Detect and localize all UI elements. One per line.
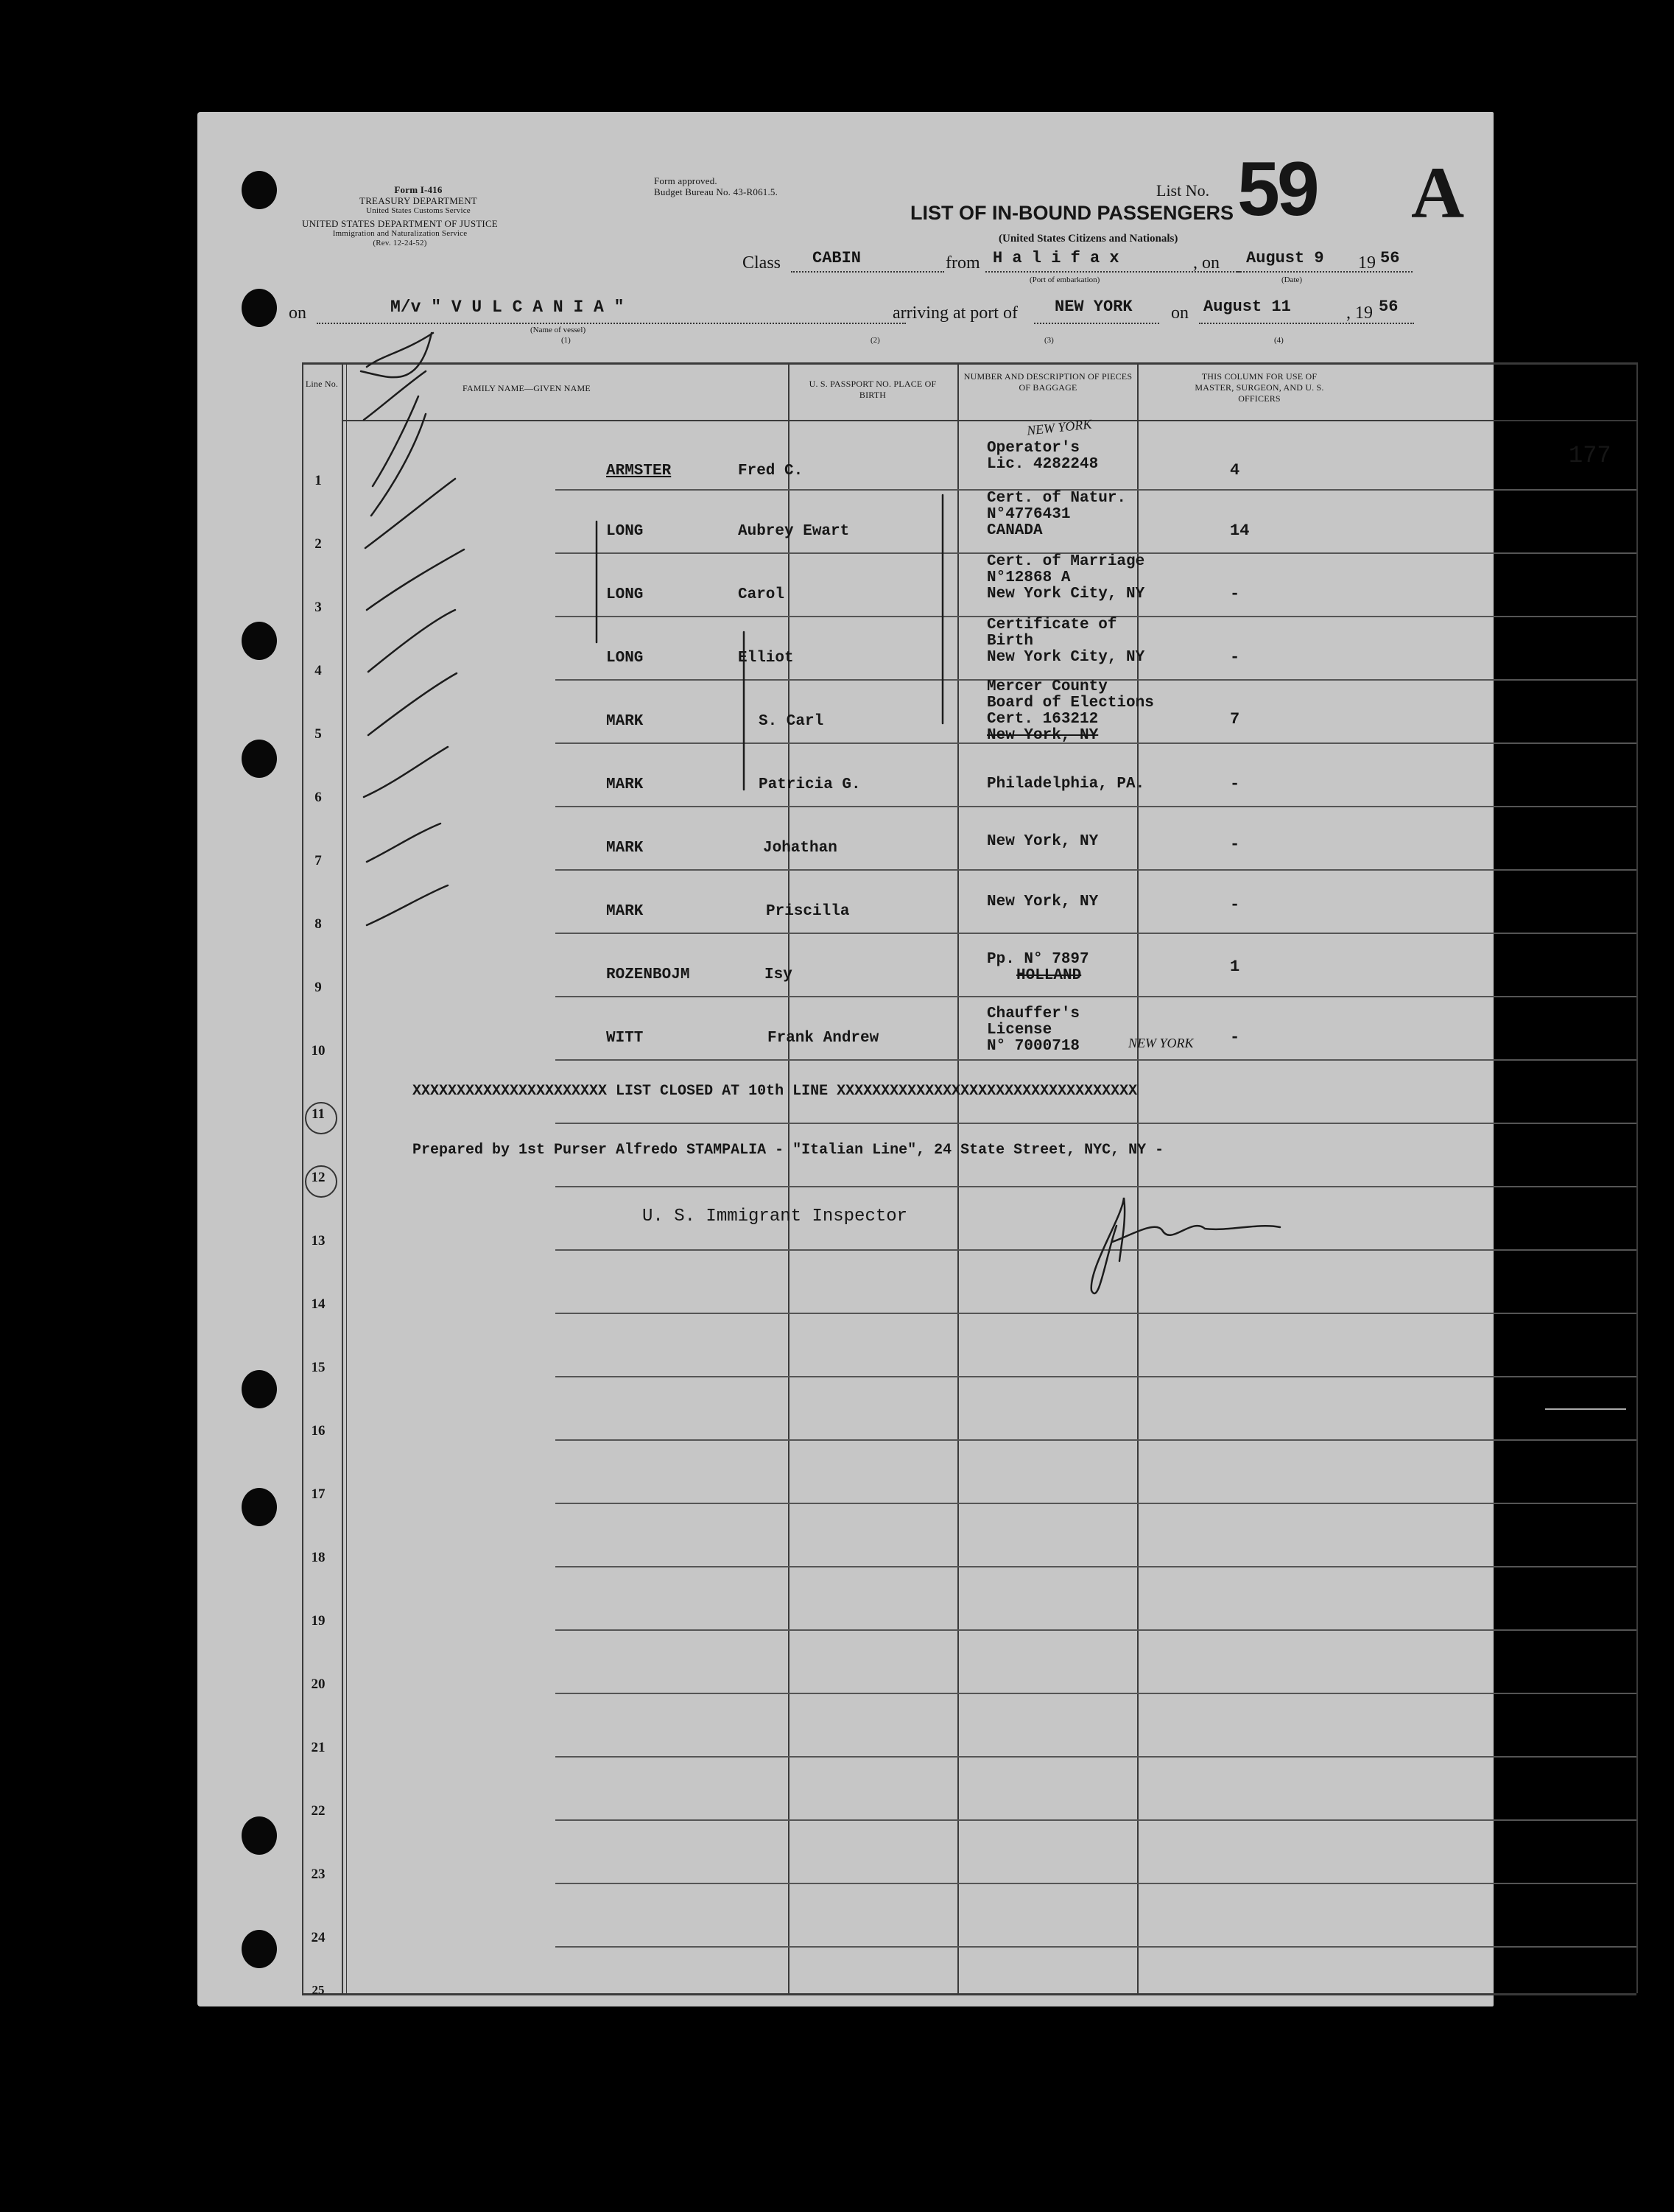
row-rule <box>555 1693 1636 1694</box>
line-number: 17 <box>311 1486 326 1502</box>
baggage-count: 4 <box>1230 461 1240 480</box>
signature <box>1091 1198 1280 1293</box>
family-name: MARK <box>606 776 644 793</box>
binder-hole <box>242 1930 277 1968</box>
baggage-count: 1 <box>1230 958 1240 976</box>
line-number: 18 <box>311 1550 326 1565</box>
prepared-by-line: Prepared by 1st Purser Alfredo STAMPALIA - "Italian Line", 24 State Street, NYC, NY - <box>412 1142 1164 1159</box>
baggage-count: - <box>1230 648 1240 667</box>
line-number: 25 <box>312 1983 325 1997</box>
check-mark <box>367 824 440 862</box>
table-bottom-border <box>302 1993 1636 1995</box>
col-caption-4: (4) <box>1274 336 1284 345</box>
header-name: FAMILY NAME—GIVEN NAME <box>463 383 591 393</box>
list-suffix: A <box>1411 152 1465 234</box>
customs-service: United States Customs Service <box>366 206 471 215</box>
vessel-name: M/v " V U L C A N I A " <box>390 298 625 317</box>
binder-hole <box>242 1816 277 1855</box>
col-caption-1: (1) <box>561 336 571 345</box>
handwriting-overlay <box>197 112 1494 1438</box>
given-name: Isy <box>764 966 792 983</box>
passport-info: New York, NY <box>987 893 1099 910</box>
check-mark <box>368 673 457 735</box>
arrival-year-prefix: , 19 <box>1346 303 1373 323</box>
col-caption-2: (2) <box>871 336 880 345</box>
given-name: Priscilla <box>766 903 850 920</box>
depart-year-prefix: 19 <box>1358 253 1376 273</box>
row-rule <box>555 1503 1636 1504</box>
baggage-count: - <box>1230 896 1240 914</box>
passport-info: Operator's Lic. 4282248 <box>987 440 1099 473</box>
line-number: 20 <box>311 1676 326 1692</box>
on-label: , on <box>1193 253 1220 273</box>
binder-hole <box>242 1488 277 1526</box>
line-number: 22 <box>311 1803 326 1819</box>
arriving-label: arriving at port of <box>893 303 1018 323</box>
family-name: WITT <box>606 1030 644 1047</box>
line-number: 10 <box>311 1043 326 1058</box>
page-title: LIST OF IN-BOUND PASSENGERS <box>910 202 1234 224</box>
line-number: 5 <box>314 726 322 742</box>
binder-hole <box>242 622 277 660</box>
passport-info: Cert. of Natur. N°4776431 CANADA <box>987 490 1127 539</box>
family-name: ARMSTER <box>606 463 672 480</box>
check-mark <box>367 333 433 367</box>
line-number: 6 <box>314 790 322 805</box>
family-name: LONG <box>606 650 644 667</box>
table-right-border <box>1636 362 1638 1993</box>
header-passport: U. S. PASSPORT NO. PLACE OF BIRTH <box>809 379 937 400</box>
vessel-caption: (Name of vessel) <box>530 326 586 334</box>
check-mark <box>364 371 426 420</box>
budget-bureau: Budget Bureau No. 43-R061.5. <box>654 186 778 197</box>
family-name: MARK <box>606 903 644 920</box>
handwritten-note: NEW YORK <box>1128 1036 1194 1050</box>
depart-date: August 9 <box>1246 249 1324 267</box>
line-number: 2 <box>314 536 322 552</box>
line-number: 3 <box>314 600 322 615</box>
class-label: Class <box>742 253 781 273</box>
arrival-year: 56 <box>1379 298 1399 316</box>
baggage-count: - <box>1230 585 1240 603</box>
baggage-count: 7 <box>1230 710 1240 728</box>
check-mark <box>371 414 426 516</box>
given-name: Elliot <box>738 650 794 667</box>
given-name: Patricia G. <box>759 776 861 793</box>
col-caption-3: (3) <box>1044 336 1054 345</box>
baggage-count: - <box>1230 775 1240 793</box>
page-subtitle: (United States Citizens and Nationals) <box>999 233 1178 245</box>
line-number: 8 <box>314 916 322 932</box>
arrival-date: August 11 <box>1203 298 1291 316</box>
binder-hole <box>242 1370 277 1408</box>
class-value: CABIN <box>812 249 862 267</box>
line-number: 23 <box>311 1867 326 1882</box>
passport-info: New York, NY <box>987 833 1099 850</box>
justice-dept: UNITED STATES DEPARTMENT OF JUSTICE <box>302 218 498 229</box>
passport-info: Chauffer's License N° 7000718 <box>987 1005 1080 1055</box>
binder-hole <box>242 740 277 778</box>
treasury-dept: TREASURY DEPARTMENT <box>359 195 477 206</box>
line-number: 9 <box>314 980 322 995</box>
family-name: LONG <box>606 523 644 540</box>
handwritten-note: NEW YORK <box>1026 416 1093 438</box>
check-mark <box>373 396 418 486</box>
row-rule <box>555 1946 1636 1948</box>
line-number: 13 <box>311 1233 326 1249</box>
from-label: from <box>946 253 980 273</box>
form-approved: Form approved. <box>654 175 717 186</box>
form-number: Form I-416 <box>394 184 443 195</box>
binder-hole <box>242 289 277 327</box>
port-embark-caption: (Port of embarkation) <box>1030 275 1100 284</box>
given-name: Aubrey Ewart <box>738 523 850 540</box>
check-mark <box>367 885 448 925</box>
check-mark <box>367 550 464 610</box>
family-name: MARK <box>606 713 644 730</box>
passport-info: Certificate of Birth New York City, NY <box>987 617 1145 666</box>
line-number: 16 <box>311 1423 326 1439</box>
line-number: 14 <box>311 1296 326 1312</box>
line-number: 15 <box>311 1360 326 1375</box>
inspector-caption: U. S. Immigrant Inspector <box>642 1207 908 1226</box>
check-mark <box>365 479 455 548</box>
given-name: Carol <box>738 586 785 603</box>
passport-info: Pp. N° 7897 HOLLAND <box>987 951 1089 984</box>
manifest-sheet <box>197 112 1611 2006</box>
family-name: LONG <box>606 586 644 603</box>
row-rule <box>555 1756 1636 1758</box>
from-value: H a l i f a x <box>993 249 1119 267</box>
baggage-count: 14 <box>1230 522 1250 540</box>
line-number: 12 <box>311 1170 326 1185</box>
line-number: 4 <box>314 663 322 678</box>
line-number: 24 <box>311 1930 326 1945</box>
passport-info: Cert. of Marriage N°12868 A New York City, NY <box>987 553 1145 603</box>
arrival-port: NEW YORK <box>1055 298 1133 316</box>
line-number: 1 <box>314 473 322 488</box>
bleed-through <box>1545 1408 1626 1410</box>
baggage-count: - <box>1230 1028 1240 1047</box>
date-caption: (Date) <box>1281 275 1303 284</box>
given-name: Frank Andrew <box>767 1030 879 1047</box>
check-mark <box>364 747 448 797</box>
on2-label: on <box>1171 303 1189 323</box>
on-vessel-label: on <box>289 303 306 323</box>
row-rule <box>555 1629 1636 1631</box>
ins-service: Immigration and Naturalization Service <box>332 229 468 238</box>
given-name: Johathan <box>763 840 837 857</box>
passport-info: Philadelphia, PA. <box>987 776 1145 793</box>
line-number: 19 <box>311 1613 326 1629</box>
header-line-no: Line No. <box>305 379 339 389</box>
baggage-count: - <box>1230 835 1240 854</box>
row-rule <box>555 1566 1636 1567</box>
binder-hole <box>242 171 277 209</box>
line-number: 11 <box>312 1106 325 1122</box>
list-closed-line: XXXXXXXXXXXXXXXXXXXXXX LIST CLOSED AT 10th LINE XXXXXXXXXXXXXXXXXXXXXXXXXXXXXXXXXX <box>412 1083 1138 1100</box>
list-no-label: List No. <box>1156 181 1210 200</box>
given-name: S. Carl <box>759 713 824 730</box>
row-rule <box>555 1883 1636 1884</box>
line-number: 7 <box>314 853 322 868</box>
form-revision: (Rev. 12-24-52) <box>373 239 427 247</box>
row-rule <box>555 1819 1636 1821</box>
header-officers: THIS COLUMN FOR USE OF MASTER, SURGEON, AND U. S. OFFICERS <box>1195 371 1324 404</box>
row-rule <box>555 1439 1636 1441</box>
depart-year: 56 <box>1380 249 1400 267</box>
line-number: 21 <box>311 1740 326 1755</box>
given-name: Fred C. <box>738 463 803 480</box>
check-mark <box>368 610 455 672</box>
officer-note: 177 <box>1569 442 1611 469</box>
passport-info: Mercer County Board of Elections Cert. 163212 New York, NY <box>987 678 1154 744</box>
family-name: MARK <box>606 840 644 857</box>
list-number: 59 <box>1237 147 1317 232</box>
header-baggage: NUMBER AND DESCRIPTION OF PIECES OF BAGGAGE <box>963 371 1133 393</box>
family-name: ROZENBOJM <box>606 966 690 983</box>
